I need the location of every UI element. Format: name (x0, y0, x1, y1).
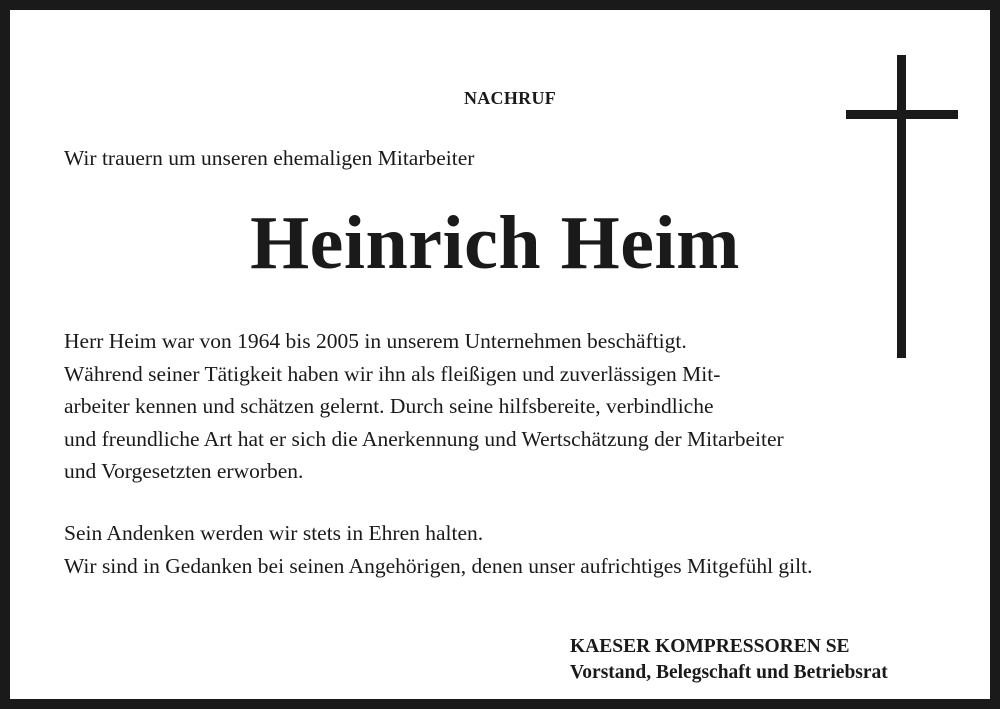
signature-block (570, 634, 888, 686)
cross-horizontal-bar (846, 110, 958, 119)
notice-heading: NACHRUF (463, 88, 557, 108)
body-paragraph (64, 325, 944, 488)
intro-text: Wir trauern um unseren ehemaligen Mitarbeiter (64, 146, 475, 170)
body-line: und Vorgesetzten erworben. (64, 459, 304, 483)
deceased-name: Heinrich Heim (250, 201, 740, 285)
body-line: Herr Heim war von 1964 bis 2005 in unserem Unternehmen beschäftigt. (64, 329, 687, 353)
body-line: arbeiter kennen und schätzen gelernt. Durch seine hilfsbereite, verbindliche (64, 394, 714, 418)
signature-company: KAESER KOMPRESSOREN SE (570, 636, 850, 657)
body-line: Während seiner Tätigkeit haben wir ihn als fleißigen und zuverlässigen Mit- (64, 361, 721, 386)
closing-line: Wir sind in Gedanken bei seinen Angehörigen, denen unser aufrichtiges Mitgefühl gilt. (64, 553, 813, 578)
body-line: und freundliche Art hat er sich die Anerkennung und Wertschätzung der Mitarbeiter (64, 426, 784, 451)
closing-line: Sein Andenken werden wir stets in Ehren halten. (64, 521, 484, 545)
signature-groups: Vorstand, Belegschaft und Betriebsrat (570, 662, 888, 683)
closing-paragraph (64, 517, 964, 582)
